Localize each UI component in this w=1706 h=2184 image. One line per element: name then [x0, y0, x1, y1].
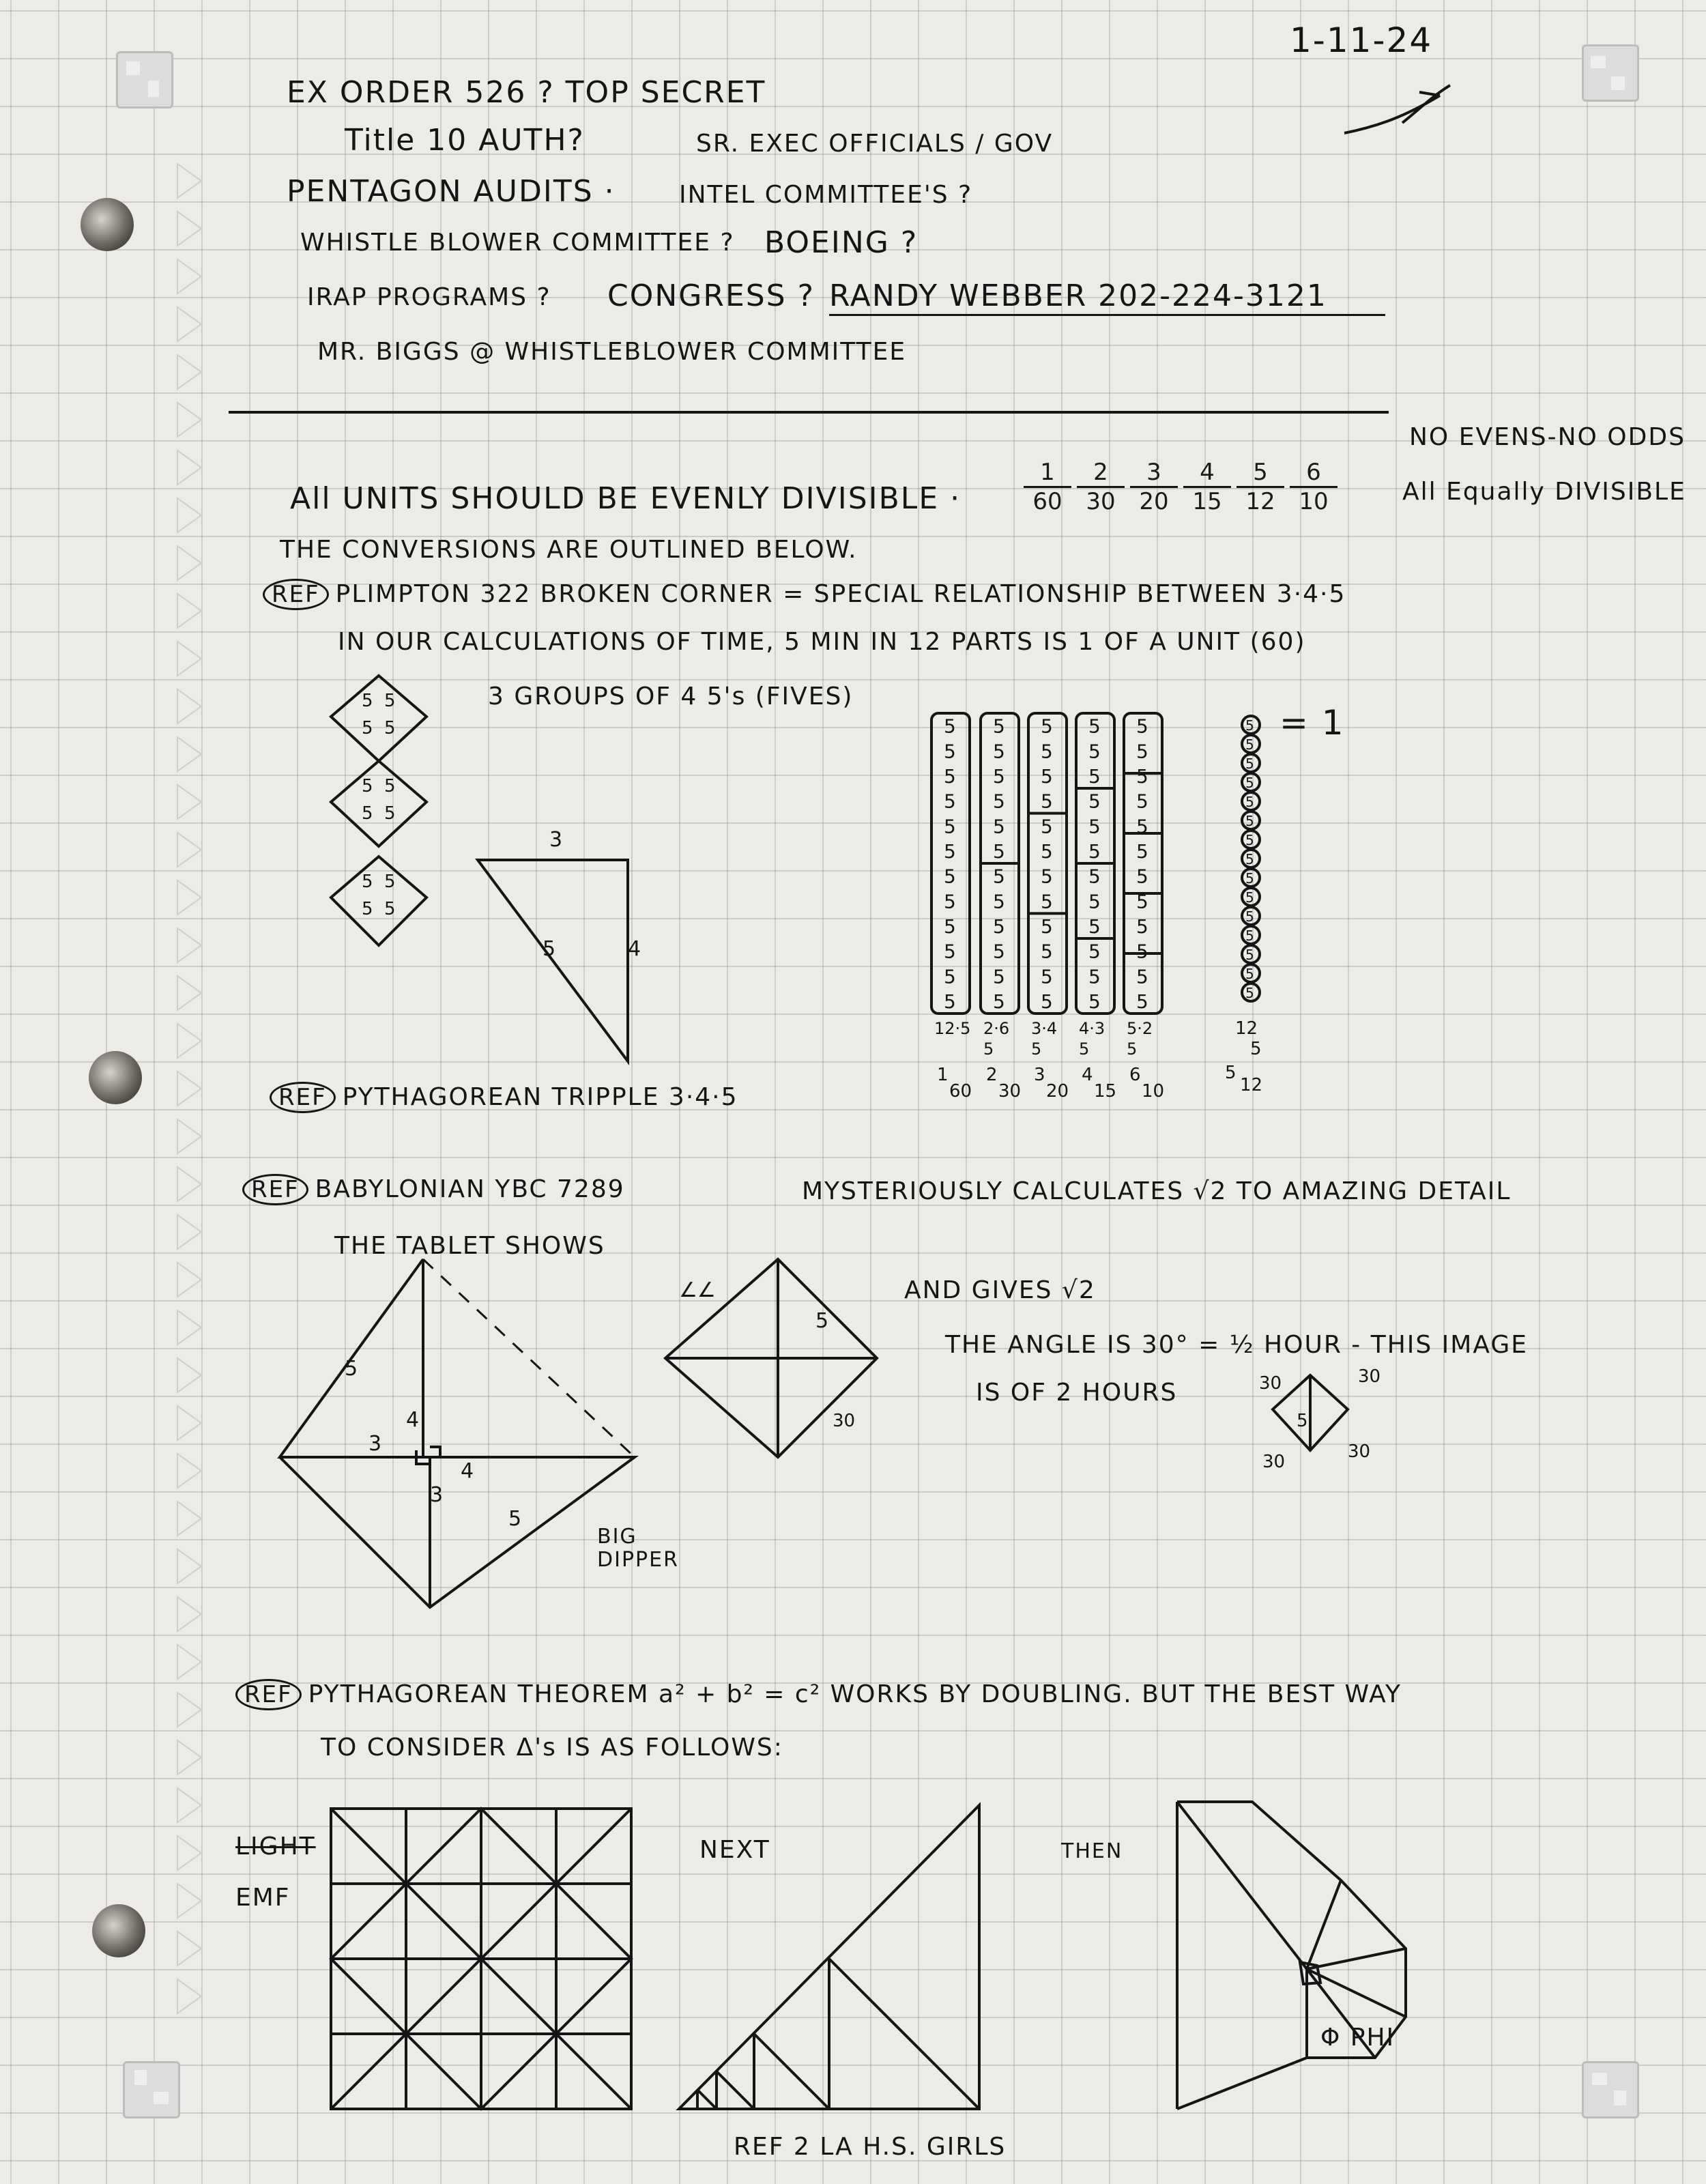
- ref-badge: REF: [263, 579, 329, 610]
- margin-tick: [177, 1740, 201, 1774]
- five-digit: 5: [1245, 870, 1254, 887]
- five-digit: 5: [944, 890, 956, 913]
- fraction-numerator: 1: [1024, 459, 1071, 488]
- column-fraction: 2: [986, 1065, 998, 1085]
- five-digit: 5: [944, 990, 956, 1013]
- column-fraction: 15: [1094, 1081, 1117, 1102]
- column-fraction: 4: [1082, 1065, 1093, 1085]
- five-digit: 5: [993, 740, 1005, 763]
- five-digit: 5: [1088, 890, 1101, 913]
- angle-mark: ∠∠: [679, 1278, 716, 1302]
- margin-tick: [177, 928, 201, 962]
- last-column-label: 12: [1235, 1018, 1258, 1039]
- five-digit: 5: [993, 815, 1005, 838]
- no-evens-no-odds: NO EVENS-NO ODDS: [1409, 423, 1686, 451]
- theorem-line-2: TO CONSIDER Δ's IS AS FOLLOWS:: [321, 1734, 783, 1762]
- five-digit: 5: [1136, 940, 1148, 963]
- note-mr-biggs: MR. BIGGS @ WHISTLEBLOWER COMMITTEE: [317, 338, 907, 366]
- fraction-denominator: 10: [1299, 488, 1329, 515]
- five-digit: 5: [1041, 865, 1053, 888]
- margin-tick: [177, 450, 201, 485]
- five-digit: 5: [1245, 966, 1254, 982]
- margin-tick: [177, 259, 201, 293]
- column-bottom-label: 5: [983, 1039, 994, 1059]
- triple-text: PYTHAGOREAN TRIPPLE 3·4·5: [342, 1083, 738, 1111]
- five-digit: 5: [1245, 794, 1254, 810]
- initial-mark: [1338, 68, 1488, 143]
- equals-one: = 1: [1280, 703, 1345, 743]
- theorem-line-1: [235, 1679, 1402, 1710]
- five-digit: 5: [944, 865, 956, 888]
- five-digit: 5: [993, 940, 1005, 963]
- column-bottom-label: 5: [1079, 1039, 1090, 1059]
- margin-tick: [177, 1454, 201, 1488]
- column-bottom-label: 5·2: [1127, 1019, 1153, 1038]
- five-digit: 5: [1088, 915, 1101, 938]
- margin-tick: [177, 1263, 201, 1297]
- note-intel: INTEL COMMITTEE'S ?: [679, 181, 973, 209]
- note-boeing: BOEING ?: [764, 225, 919, 260]
- margin-tick: [177, 1788, 201, 1822]
- ref-badge: REF: [270, 1082, 336, 1113]
- five-digit: 5: [1088, 965, 1101, 988]
- units-line-2: THE CONVERSIONS ARE OUTLINED BELOW.: [280, 536, 858, 564]
- ref-badge: REF: [242, 1174, 308, 1205]
- triangle-345: [474, 826, 652, 1065]
- five-digit: 5: [1041, 990, 1053, 1013]
- five-digit: 5: [993, 990, 1005, 1013]
- margin-tick: [177, 594, 201, 628]
- five-digit: 5: [993, 915, 1005, 938]
- tablet-diagram: [276, 1252, 645, 1607]
- margin-tick: [177, 785, 201, 819]
- fraction: [1130, 459, 1178, 515]
- margin-tick: [177, 880, 201, 915]
- five-digit: 5: [944, 840, 956, 863]
- five-digit: 5: [1136, 890, 1148, 913]
- column-bottom-label: 5: [1031, 1039, 1042, 1059]
- fraction: [1237, 459, 1284, 515]
- five-digit: 5: [1041, 940, 1053, 963]
- five-digit: 5: [1041, 715, 1053, 738]
- margin-tick: [177, 1167, 201, 1201]
- five-digit: 5: [1136, 990, 1148, 1013]
- margin-ticks: [174, 164, 215, 2007]
- five-digit: 5: [1088, 815, 1101, 838]
- square-grid-diagram: [328, 1805, 635, 2112]
- five-digit: 5: [1245, 985, 1254, 1001]
- margin-tick: [177, 1358, 201, 1392]
- margin-tick: [177, 1310, 201, 1345]
- label-5: 5: [815, 1309, 829, 1333]
- corner-marker-br: [1582, 2061, 1639, 2118]
- five-digit: 5: [993, 790, 1005, 813]
- five-digit: 5: [1088, 840, 1101, 863]
- margin-tick: [177, 403, 201, 437]
- five-digit: 5: [1088, 865, 1101, 888]
- label-3: 3: [430, 1483, 444, 1507]
- five-digit: 5: [1245, 813, 1254, 829]
- plimpton-text: PLIMPTON 322 BROKEN CORNER = SPECIAL RELATIONSHIP BETWEEN 3·4·5: [335, 580, 1346, 608]
- margin-tick: [177, 737, 201, 771]
- spiral-diagram: [1170, 1798, 1416, 2112]
- five-digit: 5: [1245, 832, 1254, 848]
- margin-tick: [177, 355, 201, 389]
- column-bottom-label: 12·5: [934, 1019, 971, 1038]
- label-5: 5: [543, 937, 556, 961]
- five-digit: 5: [1136, 965, 1148, 988]
- five-digit: 5: [1245, 947, 1254, 963]
- margin-tick: [177, 1836, 201, 1870]
- five-digit: 5: [1088, 740, 1101, 763]
- section-divider: [229, 411, 1389, 414]
- five-digit: 5: [1041, 965, 1053, 988]
- five-digit: 5: [1088, 715, 1101, 738]
- five-digit: 5: [1245, 756, 1254, 772]
- fraction-numerator: 4: [1183, 459, 1231, 488]
- ref-badge: REF: [235, 1679, 302, 1710]
- margin-tick: [177, 164, 201, 198]
- all-equally-divisible: All Equally DIVISIBLE: [1402, 478, 1686, 506]
- five-digit: 5: [384, 718, 396, 738]
- babylonian-line: [242, 1174, 625, 1205]
- five-digit: 5: [1245, 851, 1254, 867]
- five-digit: 5: [362, 718, 373, 738]
- note-sr-exec: SR. EXEC OFFICIALS / GOV: [696, 130, 1054, 158]
- diamond-stack: [324, 672, 433, 973]
- underline-randy: [829, 314, 1385, 316]
- babylonian-title: BABYLONIAN YBC 7289: [315, 1175, 625, 1203]
- mini-diamond: [1256, 1368, 1392, 1471]
- five-digit: 5: [993, 865, 1005, 888]
- column-bottom-label: 4·3: [1079, 1019, 1105, 1038]
- five-digit: 5: [1088, 765, 1101, 788]
- footer-ref: REF 2 LA H.S. GIRLS: [734, 2133, 1007, 2161]
- big-dipper: BIG DIPPER: [597, 1525, 679, 1572]
- label-30: 30: [833, 1411, 856, 1431]
- pythagorean-triple-line: [270, 1082, 738, 1113]
- angle-30-line: THE ANGLE IS 30° = ½ HOUR - THIS IMAGE: [945, 1331, 1528, 1359]
- five-digit: 5: [1136, 915, 1148, 938]
- five-digit: 5: [1041, 815, 1053, 838]
- last-column-fraction: 12: [1240, 1075, 1263, 1095]
- margin-tick: [177, 1406, 201, 1440]
- five-digit: 5: [1041, 890, 1053, 913]
- five-digit: 5: [944, 915, 956, 938]
- column-fraction: 30: [998, 1081, 1022, 1102]
- fraction: [1290, 459, 1338, 515]
- five-digit: 5: [1136, 765, 1148, 788]
- fraction-denominator: 12: [1245, 488, 1275, 515]
- note-ex-order: EX ORDER 526 ? TOP SECRET: [287, 75, 766, 110]
- five-digit: 5: [1041, 915, 1053, 938]
- column-fraction: 10: [1142, 1081, 1165, 1102]
- note-title-10: Title 10 AUTH?: [345, 123, 585, 158]
- time-calc-line: IN OUR CALCULATIONS OF TIME, 5 MIN IN 12 PARTS IS 1 OF A UNIT (60): [338, 628, 1306, 656]
- five-digit: 5: [1245, 928, 1254, 944]
- label-5: 5: [508, 1507, 522, 1531]
- five-digit: 5: [1245, 889, 1254, 906]
- note-irap: IRAP PROGRAMS ?: [307, 283, 551, 311]
- column-fraction: 20: [1046, 1081, 1069, 1102]
- five-digit: 5: [362, 872, 373, 892]
- five-digit: 5: [993, 890, 1005, 913]
- fives-columns: [925, 710, 1402, 1102]
- five-digit: 5: [1245, 717, 1254, 734]
- emf-label: EMF: [235, 1884, 291, 1912]
- fraction-numerator: 2: [1077, 459, 1125, 488]
- fraction: [1183, 459, 1231, 515]
- five-digit: 5: [1136, 865, 1148, 888]
- five-digit: 5: [1088, 790, 1101, 813]
- five-digit: 5: [384, 776, 396, 796]
- margin-tick: [177, 1645, 201, 1679]
- label-5: 5: [1297, 1411, 1308, 1431]
- margin-tick: [177, 1931, 201, 1966]
- then-label: THEN: [1061, 1839, 1123, 1863]
- five-digit: 5: [944, 940, 956, 963]
- label-30: 30: [1358, 1366, 1381, 1387]
- fraction-numerator: 3: [1130, 459, 1178, 488]
- label-3: 3: [549, 828, 563, 852]
- five-digit: 5: [362, 776, 373, 796]
- note-congress: CONGRESS ?: [607, 278, 815, 313]
- fraction-denominator: 20: [1139, 488, 1169, 515]
- margin-tick: [177, 1693, 201, 1727]
- last-column-label: 5: [1250, 1039, 1262, 1059]
- five-digit: 5: [1245, 775, 1254, 791]
- corner-marker-tl: [116, 51, 173, 109]
- margin-tick: [177, 1024, 201, 1058]
- five-digit: 5: [944, 965, 956, 988]
- mysteriously-calc: MYSTERIOUSLY CALCULATES √2 TO AMAZING DETAIL: [802, 1177, 1512, 1205]
- date: 1-11-24: [1290, 20, 1433, 60]
- label-30: 30: [1348, 1441, 1371, 1462]
- margin-tick: [177, 1215, 201, 1249]
- five-digit: 5: [1041, 790, 1053, 813]
- fraction-denominator: 15: [1192, 488, 1222, 515]
- five-digit: 5: [1136, 790, 1148, 813]
- margin-tick: [177, 1502, 201, 1536]
- column-fraction: 60: [949, 1081, 972, 1102]
- five-digit: 5: [384, 803, 396, 824]
- five-digit: 5: [1245, 908, 1254, 925]
- five-digit: 5: [993, 715, 1005, 738]
- five-digit: 5: [1245, 736, 1254, 753]
- five-digit: 5: [362, 691, 373, 711]
- label-4: 4: [406, 1408, 420, 1432]
- five-digit: 5: [1136, 840, 1148, 863]
- units-line-1: All UNITS SHOULD BE EVENLY DIVISIBLE ·: [290, 481, 962, 516]
- margin-tick: [177, 689, 201, 723]
- plimpton-line: [263, 579, 1346, 610]
- fraction-numerator: 5: [1237, 459, 1284, 488]
- five-digit: 5: [362, 803, 373, 824]
- phi-label: Φ PHI: [1320, 2024, 1396, 2052]
- five-digit: 5: [993, 965, 1005, 988]
- column-fraction: 3: [1034, 1065, 1045, 1085]
- next-label: NEXT: [699, 1836, 770, 1864]
- fraction-row: [1024, 459, 1351, 520]
- corner-marker-tr: [1582, 44, 1639, 102]
- margin-tick: [177, 307, 201, 341]
- label-3: 3: [368, 1432, 382, 1456]
- fraction-denominator: 30: [1086, 488, 1116, 515]
- binder-hole-bottom: [92, 1904, 145, 1957]
- margin-tick: [177, 546, 201, 580]
- and-gives-root2: AND GIVES √2: [904, 1276, 1096, 1304]
- binder-hole-middle: [89, 1051, 142, 1104]
- label-5: 5: [345, 1357, 358, 1381]
- last-column-fraction: 5: [1225, 1063, 1237, 1083]
- note-pentagon: PENTAGON AUDITS ·: [287, 174, 616, 209]
- label-4: 4: [461, 1459, 474, 1483]
- fraction-numerator: 6: [1290, 459, 1338, 488]
- five-digit: 5: [1136, 740, 1148, 763]
- margin-tick: [177, 212, 201, 246]
- five-digit: 5: [362, 899, 373, 919]
- five-digit: 5: [944, 740, 956, 763]
- column-bottom-label: 5: [1127, 1039, 1138, 1059]
- margin-tick: [177, 1884, 201, 1918]
- five-digit: 5: [1088, 990, 1101, 1013]
- five-digit: 5: [1136, 715, 1148, 738]
- five-digit: 5: [993, 840, 1005, 863]
- rotated-square: [662, 1256, 894, 1461]
- margin-tick: [177, 1549, 201, 1583]
- column-bottom-label: 3·4: [1031, 1019, 1058, 1038]
- five-digit: 5: [1041, 840, 1053, 863]
- binder-hole-top: [81, 198, 134, 251]
- five-digit: 5: [384, 691, 396, 711]
- margin-tick: [177, 1597, 201, 1631]
- five-digit: 5: [944, 815, 956, 838]
- margin-tick: [177, 1072, 201, 1106]
- five-digit: 5: [1088, 940, 1101, 963]
- margin-tick: [177, 976, 201, 1010]
- fraction: [1024, 459, 1071, 515]
- margin-tick: [177, 1119, 201, 1153]
- column-fraction: 6: [1129, 1065, 1141, 1085]
- fraction-denominator: 60: [1032, 488, 1062, 515]
- corner-marker-bl: [123, 2061, 180, 2118]
- fraction: [1077, 459, 1125, 515]
- five-digit: 5: [944, 715, 956, 738]
- crossed-word: LIGHT: [235, 1833, 316, 1860]
- nested-triangles: [676, 1802, 989, 2112]
- label-30: 30: [1259, 1373, 1282, 1394]
- margin-tick: [177, 498, 201, 532]
- margin-tick: [177, 642, 201, 676]
- two-hours: IS OF 2 HOURS: [976, 1379, 1178, 1407]
- five-digit: 5: [384, 872, 396, 892]
- three-groups: 3 GROUPS OF 4 5's (FIVES): [488, 682, 854, 710]
- note-whistle: WHISTLE BLOWER COMMITTEE ?: [300, 229, 735, 257]
- five-digit: 5: [993, 765, 1005, 788]
- note-randy-webber: RANDY WEBBER 202-224-3121: [829, 278, 1327, 313]
- theorem-text: PYTHAGOREAN THEOREM a² + b² = c² WORKS BY DOUBLING. BUT THE BEST WAY: [308, 1680, 1402, 1708]
- label-4: 4: [628, 937, 641, 961]
- five-digit: 5: [384, 899, 396, 919]
- column-fraction: 1: [937, 1065, 949, 1085]
- five-digit: 5: [1041, 765, 1053, 788]
- tablet-shows: THE TABLET SHOWS: [334, 1232, 605, 1260]
- margin-tick: [177, 833, 201, 867]
- five-digit: 5: [944, 790, 956, 813]
- column-bottom-label: 2·6: [983, 1019, 1010, 1038]
- five-digit: 5: [944, 765, 956, 788]
- five-digit: 5: [1136, 815, 1148, 838]
- five-digit: 5: [1041, 740, 1053, 763]
- label-30: 30: [1262, 1452, 1286, 1472]
